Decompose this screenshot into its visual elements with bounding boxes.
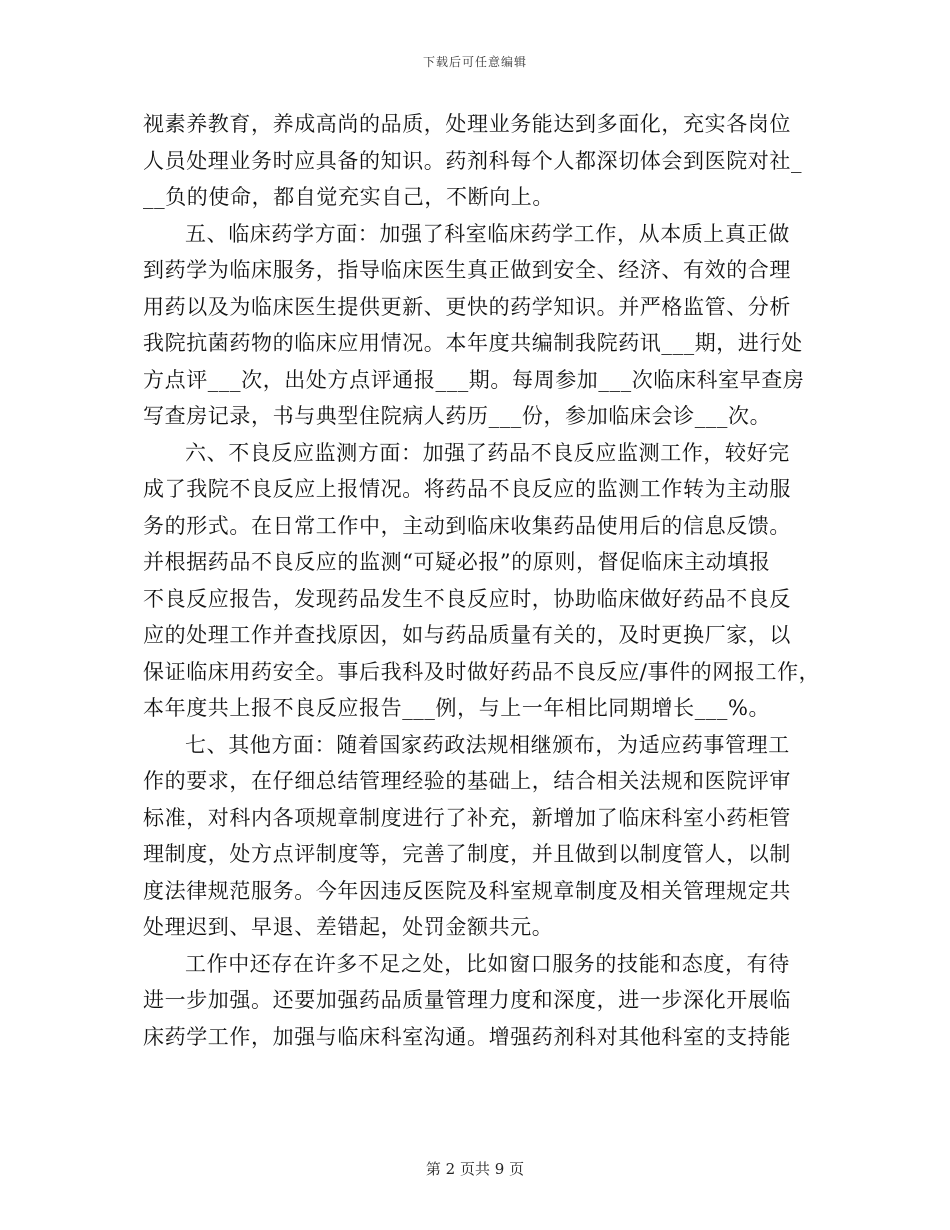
text-line: 进一步加强。还要加强药品质量管理力度和深度，进一步深化开展临 <box>143 988 791 1012</box>
page-number-footer: 第 2 页共 9 页 <box>425 1160 525 1178</box>
text-line: 理制度，处方点评制度等，完善了制度，并且做到以制度管人，以制 <box>143 842 791 866</box>
text-line: 应的处理工作并查找原因，如与药品质量有关的，及时更换厂家，以 <box>143 623 791 647</box>
text-line: 我院抗菌药物的临床应用情况。本年度共编制我院药讯___期，进行处 <box>143 331 803 355</box>
text-line: 视素养教育，养成高尚的品质，处理业务能达到多面化，充实各岗位 <box>143 112 791 136</box>
text-line: 床药学工作，加强与临床科室沟通。增强药剂科对其他科室的支持能 <box>143 1024 791 1049</box>
text-line: 标准，对科内各项规章制度进行了补充，新增加了临床科室小药柜管 <box>143 805 791 830</box>
text-line: 成了我院不良反应上报情况。将药品不良反应的监测工作转为主动服 <box>143 477 791 501</box>
text-line: 务的形式。在日常工作中，主动到临床收集药品使用后的信息反馈。 <box>143 513 791 538</box>
text-line: 七、其他方面：随着国家药政法规相继颁布，为适应药事管理工 <box>185 732 790 757</box>
text-line: 写查房记录，书与典型住院病人药历___份，参加临床会诊___次。 <box>143 404 772 428</box>
text-line: 方点评___次，出处方点评通报___期。每周参加___次临床科室早查房 <box>143 367 805 392</box>
page-header: 下载后可任意编辑 <box>422 55 527 69</box>
text-line: 处理迟到、早退、差错起，处罚金额共元。 <box>143 915 554 939</box>
text-line: 度法律规范服务。今年因违反医院及科室规章制度及相关管理规定共 <box>143 878 791 903</box>
text-line: 不良反应报告，发现药品发生不良反应时，协助临床做好药品不良反 <box>143 586 791 611</box>
text-line: 五、临床药学方面：加强了科室临床药学工作，从本质上真正做 <box>185 221 790 246</box>
text-line: 本年度共上报不良反应报告___例，与上一年相比同期增长___%。 <box>143 696 771 720</box>
text-line: 作的要求，在仔细总结管理经验的基础上，结合相关法规和医院评审 <box>143 769 791 793</box>
text-line: __负的使命，都自觉充实自己，不断向上。 <box>143 185 554 209</box>
text-line: 人员处理业务时应具备的知识。药剂科每个人都深切体会到医院对社_ <box>143 148 803 173</box>
text-line: 并根据药品不良反应的监测“可疑必报”的原则，督促临床主动填报 <box>143 550 771 574</box>
text-line: 工作中还存在许多不足之处，比如窗口服务的技能和态度，有待 <box>185 951 790 976</box>
text-line: 用药以及为临床医生提供更新、更快的药学知识。并严格监管、分析 <box>143 294 791 319</box>
text-line: 保证临床用药安全。事后我科及时做好药品不良反应/事件的网报工作， <box>143 659 821 684</box>
text-line: 六、不良反应监测方面：加强了药品不良反应监测工作，较好完 <box>185 440 790 465</box>
document-body <box>143 106 819 1055</box>
text-line: 到药学为临床服务，指导临床医生真正做到安全、经济、有效的合理 <box>143 258 791 282</box>
